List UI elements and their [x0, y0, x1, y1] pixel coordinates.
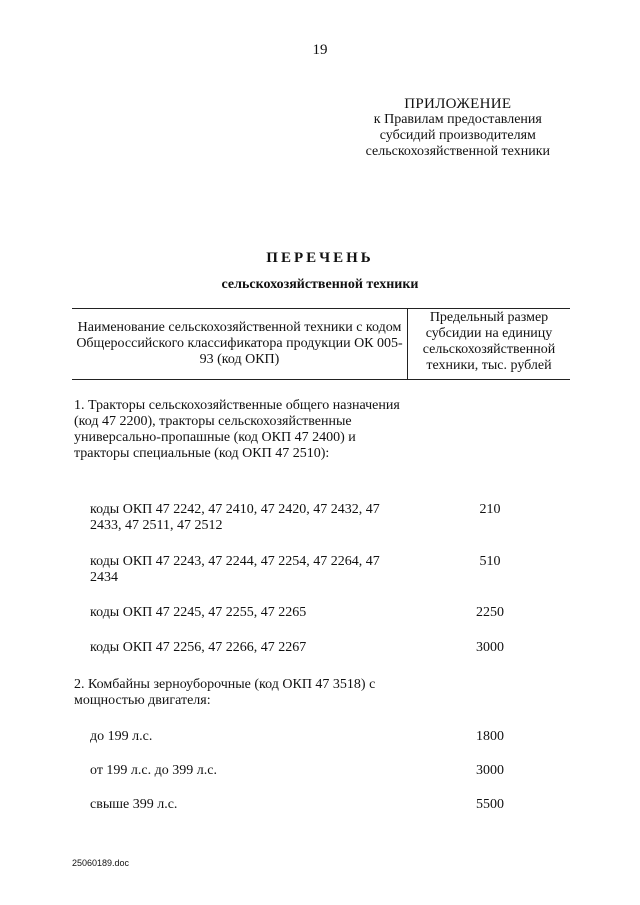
column-header-subsidy: Предельный размер субсидии на единицу сельскохозяйственной техники, тыс. рублей [422, 310, 556, 373]
list-item-label: от 199 л.с. до 399 л.с. [90, 763, 217, 778]
section-title-tractors: 1. Тракторы сельскохозяйственные общего назначения (код 47 2200), тракторы сельскохозяйственные универсально-пропашные (код ОКП 47 2400) и тракторы специальные (код ОКП 47 2510): [74, 398, 400, 461]
list-item-label: коды ОКП 47 2245, 47 2255, 47 2265 [90, 605, 307, 620]
list-item-value: 210 [479, 502, 501, 517]
appendix-line: сельскохозяйственной техники [365, 144, 550, 159]
table-header [72, 308, 570, 380]
page-number: 19 [312, 42, 328, 58]
table-top-rule [72, 308, 570, 309]
table-bottom-rule [72, 379, 570, 380]
list-item-label: коды ОКП 47 2242, 47 2410, 47 2420, 47 2432, 47 2433, 47 2511, 47 2512 [90, 502, 380, 533]
list-item-value: 1800 [476, 729, 504, 744]
column-header-name: Наименование сельскохозяйственной техники с кодом Общероссийского классификатора продукции ОК 005-93 (код ОКП) [76, 320, 403, 367]
appendix-line: к Правилам предоставления [373, 112, 542, 127]
appendix-block [366, 96, 550, 160]
list-item-value: 510 [479, 554, 501, 569]
list-item-label: свыше 399 л.с. [90, 797, 178, 812]
list-item-value: 3000 [476, 640, 504, 655]
section-title-combines: 2. Комбайны зерноуборочные (код ОКП 47 3518) с мощностью двигателя: [74, 677, 376, 708]
appendix-title: ПРИЛОЖЕНИЕ [404, 96, 512, 112]
list-item-label: коды ОКП 47 2256, 47 2266, 47 2267 [90, 640, 307, 655]
list-item-label: коды ОКП 47 2243, 47 2244, 47 2254, 47 2264, 47 2434 [90, 554, 380, 585]
list-item-value: 2250 [476, 605, 504, 620]
document-heading: ПЕРЕЧЕНЬ [266, 250, 374, 266]
file-name-footer: 25060189.doc [72, 858, 130, 868]
list-item-label: до 199 л.с. [90, 729, 153, 744]
document-subheading: сельскохозяйственной техники [221, 277, 419, 292]
list-item-value: 3000 [476, 763, 504, 778]
appendix-line: субсидий производителям [379, 128, 536, 143]
list-item-value: 5500 [476, 797, 504, 812]
